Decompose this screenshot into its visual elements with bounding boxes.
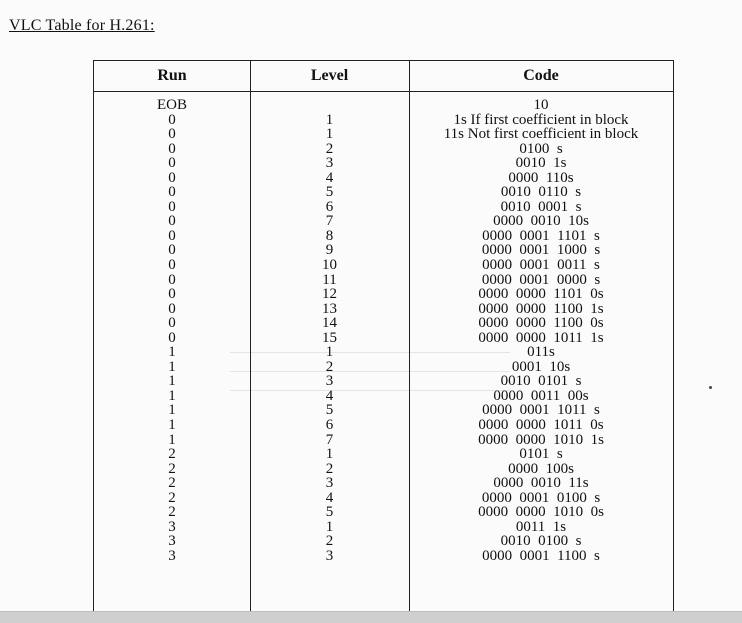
run-cell: 0 [168,184,176,201]
run-cell: 0 [168,227,176,244]
run-cell: 0 [168,198,176,215]
level-cell: 5 [325,504,334,521]
run-cell: 1 [168,344,176,361]
code-cell: 0010 0110 s [500,184,582,201]
run-cell: 3 [168,547,176,564]
header-divider [94,91,673,92]
level-cell: 12 [322,286,337,303]
vlc-table [93,60,674,620]
run-cell: 0 [168,155,176,172]
code-cell: 0000 0000 1100 0s [478,315,604,332]
level-cell: 13 [322,300,337,317]
run-cell: 2 [168,475,176,492]
level-cell: 1 [325,126,334,143]
level-column [250,98,409,564]
run-cell: 0 [168,242,176,259]
run-cell: 0 [168,329,176,346]
run-cell: 0 [168,111,176,128]
level-cell: 11 [322,271,337,288]
level-cell: 1 [325,446,334,463]
run-cell: 1 [168,358,176,375]
level-cell: 2 [325,140,334,157]
run-column [94,98,250,564]
code-cell: 0000 0010 10s [493,213,589,230]
code-cell: 0000 0001 1100 s [482,547,600,564]
stray-mark [709,386,712,389]
run-cell: 2 [168,504,176,521]
level-cell: 4 [325,489,334,506]
level-column-header: Level [310,67,349,84]
code-column-header: Code [523,67,559,84]
code-cell: 11s Not first coefficient in block [443,126,639,143]
run-cell: 3 [168,533,176,550]
level-cell: 3 [325,475,334,492]
run-cell: 0 [168,140,176,157]
level-cell [250,98,409,113]
code-cell: 0000 0001 1000 s [481,242,601,259]
code-cell: 0000 0001 1011 s [482,402,600,419]
level-cell: 3 [325,547,334,564]
level-cell: 4 [325,169,334,186]
level-cell: 15 [322,329,337,346]
level-cell: 4 [325,387,334,404]
level-cell: 2 [325,460,334,477]
level-cell: 7 [325,213,334,230]
level-cell: 1 [325,111,334,128]
level-cell: 6 [325,417,334,434]
run-cell: 0 [168,315,176,332]
run-cell: 1 [168,387,176,404]
run-cell: 1 [168,373,176,390]
level-cell: 1 [325,344,334,361]
level-cell: 10 [322,257,337,274]
run-cell: 0 [168,271,176,288]
run-cell: 1 [168,417,176,434]
level-cell: 3 [325,373,334,390]
level-cell: 2 [325,533,334,550]
code-cell: 0000 0000 1010 1s [478,431,604,448]
run-column-header: Run [157,67,187,84]
level-cell: 6 [325,198,334,215]
level-cell: 2 [325,358,334,375]
code-cell: 0010 0100 s [500,533,582,550]
code-cell: 10 [533,97,549,113]
run-cell: 0 [168,126,176,143]
code-cell: 0000 0000 1101 0s [478,286,604,303]
code-cell: 0000 0000 1100 1s [478,300,604,317]
code-cell: 0011 1s [515,518,567,535]
level-cell: 5 [325,402,334,419]
code-cell: 0000 0000 1010 0s [478,504,604,521]
code-cell: 0000 0001 1101 s [482,227,600,244]
code-cell: 0000 0000 1011 0s [478,417,604,434]
level-cell: 7 [325,431,334,448]
bottom-scroll-bar[interactable] [0,611,742,623]
run-cell: 2 [168,460,176,477]
level-cell: 14 [322,315,337,332]
run-cell: 3 [168,518,176,535]
code-cell: 0000 0010 11s [493,475,589,492]
code-cell: 0000 0001 0011 s [482,257,600,274]
run-cell: 2 [168,446,176,463]
code-cell: 0000 110s [508,169,574,186]
code-cell: 0000 100s [508,460,574,477]
code-cell: 0010 1s [515,155,567,172]
level-cell: 5 [325,184,334,201]
code-cell: 0100 s [519,140,563,157]
code-cell: 0101 s [519,446,563,463]
code-cell: 0000 0000 1011 1s [478,329,604,346]
code-cell: 0010 0001 s [500,198,582,215]
run-cell: 0 [168,300,176,317]
run-cell: 0 [168,286,176,303]
code-cell: 0010 0101 s [500,373,582,390]
code-cell: 0000 0011 00s [493,387,589,404]
run-cell: 1 [168,431,176,448]
run-cell: 0 [168,213,176,230]
page-heading: VLC Table for H.261: [9,17,155,34]
level-cell: 8 [325,227,334,244]
level-cell: 1 [325,518,334,535]
code-cell: 0000 0001 0100 s [481,489,601,506]
level-cell: 9 [325,242,334,259]
run-cell: 1 [168,402,176,419]
run-cell: 2 [168,489,176,506]
code-column [409,98,673,564]
code-cell: 0001 10s [511,358,571,375]
code-cell: 1s If first coefficient in block [453,111,629,128]
code-cell: 011s [527,344,555,361]
run-cell: EOB [157,97,187,113]
run-cell: 0 [168,169,176,186]
level-cell: 3 [325,155,334,172]
code-cell: 0000 0001 0000 s [481,271,601,288]
run-cell: 0 [168,257,176,274]
